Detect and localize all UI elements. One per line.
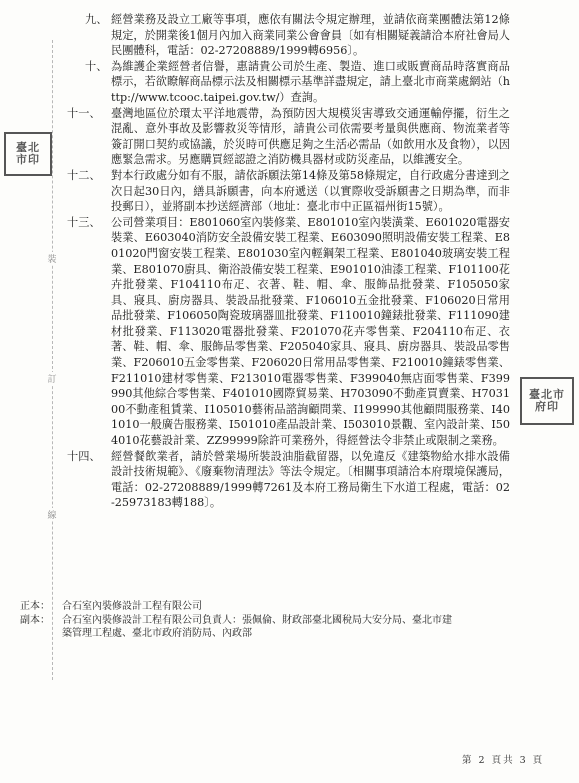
clause-14: [67, 449, 510, 511]
official-seal-left: [4, 132, 52, 176]
official-seal-right: [520, 377, 574, 425]
clause-number: 九、: [85, 13, 108, 26]
clause-text: 臺灣地區位於環太平洋地震帶，為預防因大規模災害導致交通運輸停擺，衍生之混亂、意外事故及影響救災等情形，請貴公司依需要考量與供應商、物流業者等簽訂開口契約或協議，於災時可供應足夠之生活必需品（如飲用水及食物），以因應緊急需求。另應購買經認證之消防機具器材或防災產品，以維護安全。: [111, 106, 510, 167]
original-value: 合石室內裝修設計工程有限公司: [62, 601, 202, 612]
clause-number: 十、: [85, 59, 108, 73]
copy-recipients: [20, 614, 460, 641]
page-number: 第 2 頁共 3 頁: [462, 755, 545, 766]
clause-9: [85, 12, 510, 59]
clause-number: 十二、: [67, 168, 101, 182]
clause-number: 十四、: [67, 449, 101, 463]
seal-right-line-2: 府印: [535, 400, 559, 413]
seal-right-line-1: 臺北市: [529, 388, 565, 402]
clause-13: [67, 215, 510, 449]
clause-text: 經營餐飲業者，請於營業場所裝設油脂截留器，以免違反《建築物給水排水設備設計技術規範》、《廢棄物清理法》等法令規定。〔相關事項請洽本府環境保護局，電話：02-27208889/1999轉7261及本府工務局衛生下水道工程處，電話：02-25973183轉188〕。: [111, 449, 510, 510]
original-recipient: [20, 600, 460, 614]
margin-mark-ding: 訂: [46, 372, 58, 385]
seal-left-line-2: 市印: [16, 153, 40, 166]
margin-mark-xian: 線: [46, 508, 58, 521]
seal-left-line-1: 臺北: [16, 141, 40, 155]
clause-10: [85, 59, 510, 106]
clause-text: 公司營業項目：E801060室內裝修業、E801010室內裝潢業、E601020電器安裝業、E603040消防安全設備安裝工程業、E603090照明設備安裝工程業、E801020門窗安裝工程業、E801030室內輕鋼架工程業、E801040玻璃安裝工程業、E801070廚具、衛浴設備安裝工程業、E901010油漆工程業、F101100花卉批發業、F104110布疋、衣著、鞋、帽、傘、服飾品批發業、F105050家具、寢具、廚房器具、裝設品批發業、F106010五金批發業、F106020日常用品批發業、F106050陶瓷玻璃器皿批發業、F110010鐘錶批發業、F111090建材批發業、F113020電器批發業、F201070花卉零售業、F204110布疋、衣著、鞋、帽、傘、服飾品零售業、F205040家具、寢具、廚房器具、裝設品零售業、F206010五金零售業、F206020日常用品零售業、F210010鐘錶零售業、F211010建材零售業、F213010電器零售業、F399040無店面零售業、F399990其他綜合零售業、F401010國際貿易業、H703090不動產買賣業、H703100不動產租賃業、I105010藝術品諮詢顧問業、I199990其他顧問服務業、I401010一般廣告服務業、I501010產品設計業、I503010景觀、室內設計業、I504010花藝設計業、ZZ99999除許可業務外，得經營法令非禁止或限制之業務。: [111, 215, 510, 448]
clause-11: [67, 106, 510, 168]
copy-value: 合石室內裝修設計工程有限公司負責人：張佩倫、財政部臺北國稅局大安分局、臺北市建築管理工程處、臺北市政府消防局、內政部: [62, 614, 452, 640]
distribution-list: [20, 600, 460, 641]
clause-12: [67, 168, 510, 215]
document-body: [67, 12, 510, 511]
original-label: 正本：: [20, 601, 50, 612]
copy-label: 副本：: [20, 614, 50, 626]
clause-text: 為維護企業經營者信譽，惠請貴公司於生產、製造、進口或販賣商品時落實商品標示，若欲瞭解商品標示法及相關標示基準詳盡規定，請上臺北市商業處網站（http://www.tcooc.taipei.gov.tw/）查詢。: [111, 59, 510, 104]
clause-text: 對本行政處分如有不服，請依訴願法第14條及第58條規定，自行政處分書達到之次日起30日內，繕具訴願書，向本府遞送（以實際收受訴願書之日期為準，而非投郵日），並將副本抄送經濟部（地址：臺北市中正區福州街15號）。: [111, 168, 510, 214]
clause-text: 經營業務及設立工廠等事項，應依有關法令規定辦理，並請依商業團體法第12條規定，於開業後1個月內加入商業同業公會會員〔如有相關疑義請洽本府社會局人民團體科，電話：02-27208889/1999轉6956〕。: [111, 13, 510, 58]
clause-number: 十三、: [67, 215, 101, 229]
margin-mark-zhuang: 裝: [46, 252, 58, 265]
clause-number: 十一、: [67, 106, 101, 120]
binding-line: [52, 40, 53, 680]
